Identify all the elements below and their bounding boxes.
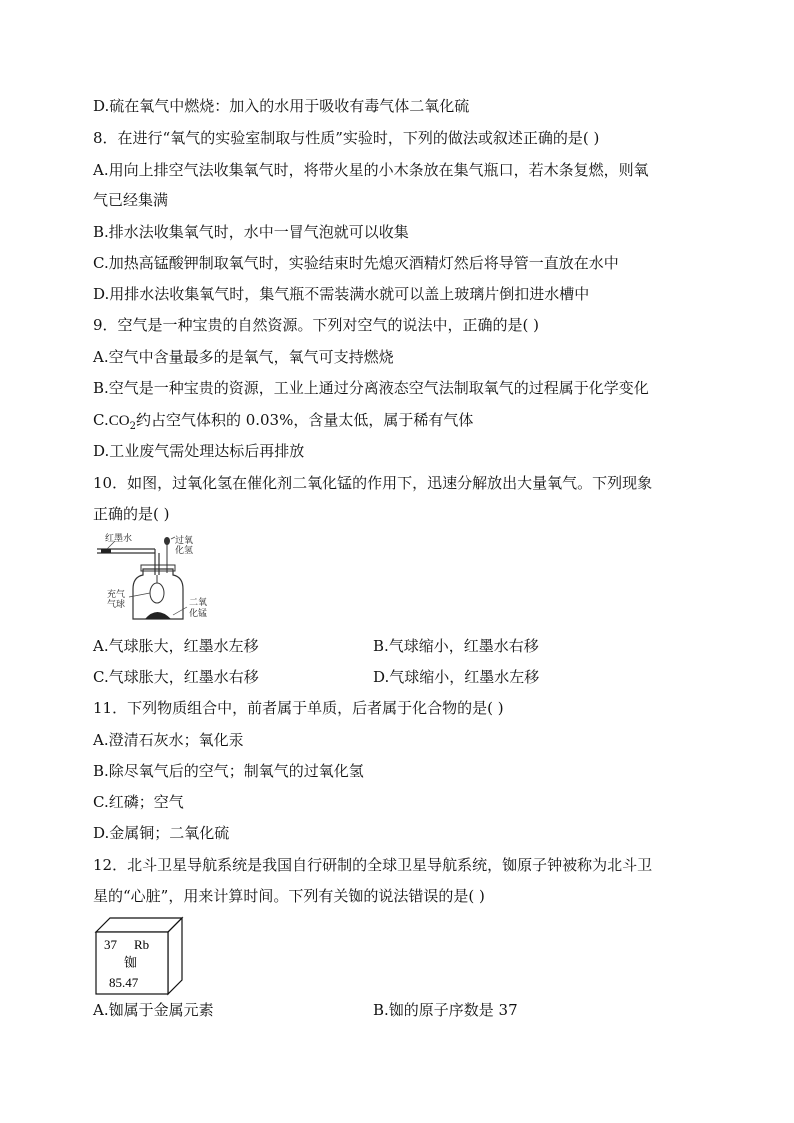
- co2-subscript: 2: [129, 421, 136, 432]
- q8-option-c: C.加热高锰酸钾制取氧气时，实验结束时先熄灭酒精灯然后将导管一直放在水中: [93, 254, 619, 272]
- q12-option-b: B.铷的原子序数是 37: [373, 1001, 518, 1019]
- q9-stem: 9．空气是一种宝贵的自然资源。下列对空气的说法中，正确的是( ): [93, 316, 540, 334]
- label-mno2-1: 二氧: [189, 598, 208, 608]
- q10-stem-line1: 10．如图，过氧化氢在催化剂二氧化锰的作用下，迅速分解放出大量氧气。下列现象: [93, 474, 653, 492]
- q11-option-a: A.澄清石灰水；氧化汞: [93, 731, 244, 749]
- label-red-ink: 红墨水: [105, 534, 133, 544]
- q9-option-a: A.空气中含量最多的是氧气，氧气可支持燃烧: [93, 348, 394, 366]
- q8-option-d: D.用排水法收集氧气时，集气瓶不需装满水就可以盖上玻璃片倒扣进水槽中: [93, 285, 590, 303]
- q10-option-c: C.气球胀大，红墨水右移: [93, 668, 259, 686]
- q12-option-a: A.铷属于金属元素: [93, 1001, 214, 1019]
- q10-option-b: B.气球缩小，红墨水右移: [373, 637, 539, 655]
- q11-option-d: D.金属铜；二氧化硫: [93, 824, 230, 842]
- element-atomic-number: 37: [104, 937, 117, 952]
- label-balloon-2: 气球: [107, 600, 126, 610]
- q8-stem: 8．在进行“氧气的实验室制取与性质”实验时，下列的做法或叙述正确的是( ): [93, 129, 600, 147]
- q8-option-a-line1: A.用向上排空气法收集氧气时，将带火星的小木条放在集气瓶口，若木条复燃，则氧: [93, 161, 649, 179]
- q10-stem-line2: 正确的是( ): [93, 505, 170, 523]
- q11-option-b: B.除尽氧气后的空气；制氧气的过氧化氢: [93, 762, 364, 780]
- q8-option-a-line2: 气已经集满: [93, 191, 169, 209]
- q9-option-b: B.空气是一种宝贵的资源，工业上通过分离液态空气法制取氧气的过程属于化学变化: [93, 379, 649, 397]
- element-name: 铷: [124, 956, 138, 971]
- label-mno2-2: 化锰: [189, 609, 208, 619]
- q10-option-a: A.气球胀大，红墨水左移: [93, 637, 259, 655]
- element-symbol: Rb: [134, 937, 150, 952]
- q11-option-c: C.红磷；空气: [93, 793, 184, 811]
- rubidium-element-card: [90, 912, 186, 996]
- q10-option-d: D.气球缩小，红墨水左移: [373, 668, 540, 686]
- q12-stem-line1: 12．北斗卫星导航系统是我国自行研制的全球卫星导航系统，铷原子钟被称为北斗卫: [93, 856, 653, 874]
- label-balloon-1: 充气: [107, 590, 126, 600]
- label-h2o2-2: 化氢: [175, 546, 194, 556]
- co2-formula: CO: [108, 413, 130, 429]
- q10-apparatus-figure: [93, 533, 218, 625]
- q8-option-b: B.排水法收集氧气时，水中一冒气泡就可以收集: [93, 223, 409, 241]
- q9c-rest: 约占空气体积的 0.03%，含量太低，属于稀有气体: [135, 411, 474, 429]
- q11-stem: 11．下列物质组合中，前者属于单质，后者属于化合物的是( ): [93, 699, 504, 717]
- label-h2o2-1: 过氧: [175, 536, 194, 546]
- element-atomic-mass: 85.47: [109, 975, 139, 990]
- q9c-prefix: C.: [93, 411, 109, 429]
- q12-stem-line2: 星的“心脏”，用来计算时间。下列有关铷的说法错误的是( ): [93, 887, 485, 905]
- q9-option-d: D.工业废气需处理达标后再排放: [93, 442, 305, 460]
- q7-option-d: D.硫在氧气中燃烧：加入的水用于吸收有毒气体二氧化硫: [93, 97, 470, 115]
- q9-option-c: [93, 410, 473, 431]
